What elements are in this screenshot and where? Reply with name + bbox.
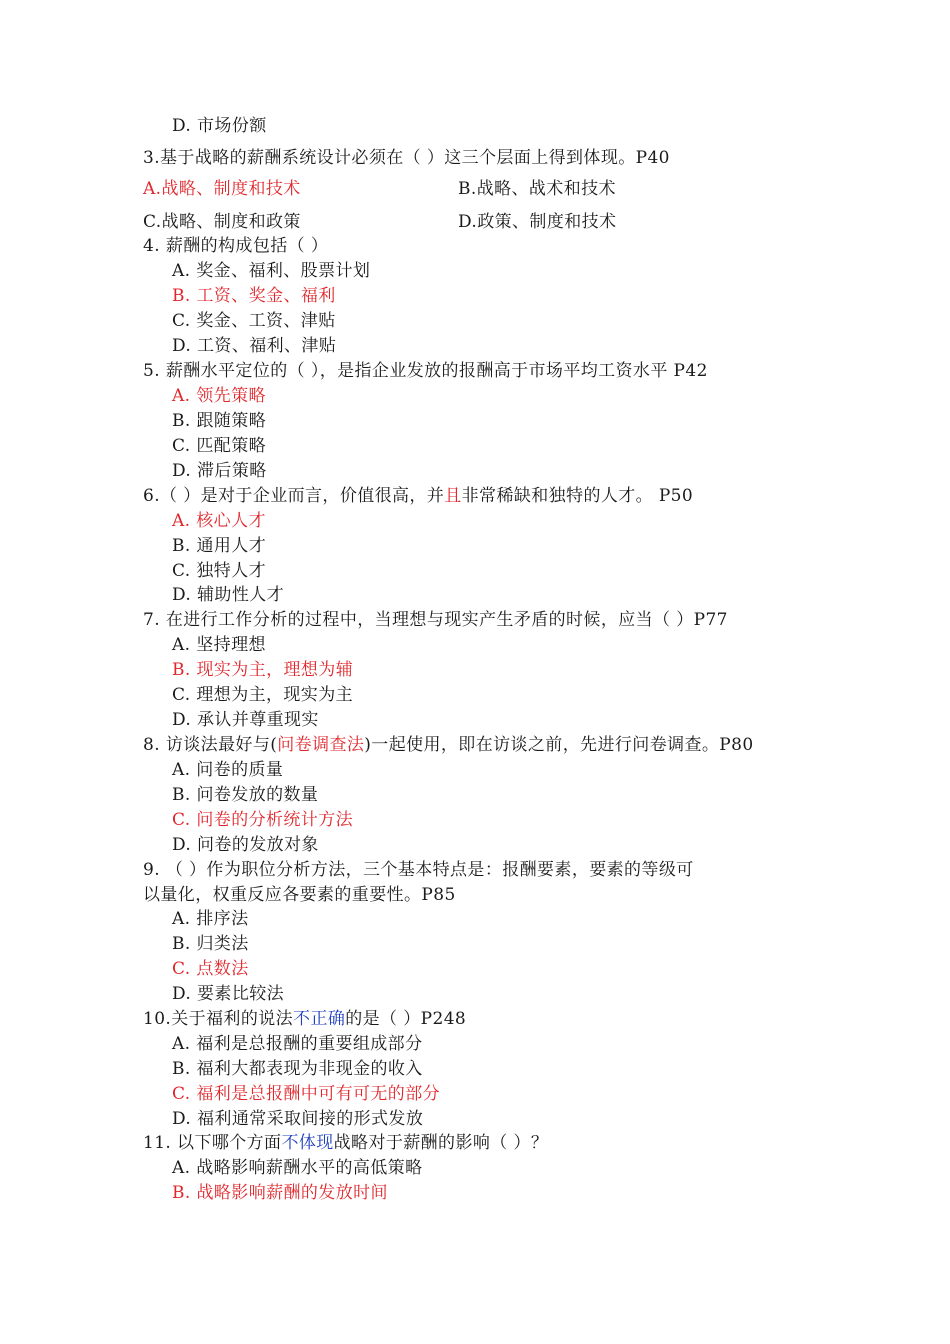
q8-stem <box>143 733 754 757</box>
q11-stem <box>143 1131 548 1155</box>
q7-option-c: C. 理想为主，现实为主 <box>172 685 354 705</box>
q3-option-a-answer: A.战略、制度和技术 <box>143 179 301 199</box>
q7-stem: 7. 在进行工作分析的过程中，当理想与现实产生矛盾的时候，应当（ ）P77 <box>143 610 728 630</box>
q11-stem-pre: 11. 以下哪个方面 <box>143 1133 282 1153</box>
q3-stem: 3.基于战略的薪酬系统设计必须在（ ）这三个层面上得到体现。P40 <box>143 148 670 168</box>
q8-stem-post: )一起使用，即在访谈之前，先进行问卷调查。P80 <box>364 735 754 755</box>
q5-option-b: B. 跟随策略 <box>172 411 267 431</box>
q9-stem-line1: 9. （ ）作为职位分析方法，三个基本特点是：报酬要素，要素的等级可 <box>143 860 694 880</box>
q10-option-c-answer: C. 福利是总报酬中可有可无的部分 <box>172 1084 441 1104</box>
q6-option-d: D. 辅助性人才 <box>172 585 285 605</box>
q8-option-b: B. 问卷发放的数量 <box>172 785 319 805</box>
q6-stem-mark: 且 <box>444 486 462 506</box>
q3-option-b: B.战略、战术和技术 <box>458 179 616 199</box>
q9-option-a: A. 排序法 <box>172 909 249 929</box>
q4-stem: 4. 薪酬的构成包括（ ） <box>143 236 329 256</box>
q6-option-b: B. 通用人才 <box>172 536 267 556</box>
q3-option-c: C.战略、制度和政策 <box>143 212 301 232</box>
q9-option-c-answer: C. 点数法 <box>172 959 249 979</box>
q3-option-d: D.政策、制度和技术 <box>458 212 617 232</box>
q7-option-a: A. 坚持理想 <box>172 635 266 655</box>
q4-option-d: D. 工资、福利、津贴 <box>172 336 337 356</box>
q10-stem-mark: 不正确 <box>293 1009 346 1029</box>
q4-option-c: C. 奖金、工资、津贴 <box>172 311 336 331</box>
q11-stem-post: 战略对于薪酬的影响（ ）？ <box>333 1133 549 1153</box>
q8-option-d: D. 问卷的发放对象 <box>172 835 319 855</box>
q6-stem <box>143 484 693 508</box>
q7-option-b-answer: B. 现实为主，理想为辅 <box>172 660 354 680</box>
q6-option-c: C. 独特人才 <box>172 561 267 581</box>
q11-option-b-answer: B. 战略影响薪酬的发放时间 <box>172 1183 388 1203</box>
q5-option-c: C. 匹配策略 <box>172 436 267 456</box>
q5-option-d: D. 滞后策略 <box>172 461 267 481</box>
q10-stem-pre: 10.关于福利的说法 <box>143 1009 294 1029</box>
q11-stem-mark: 不体现 <box>281 1133 334 1153</box>
q9-option-b: B. 归类法 <box>172 934 249 954</box>
q5-option-a-answer: A. 领先策略 <box>172 386 266 406</box>
q2-option-d: D. 市场份额 <box>172 116 267 136</box>
q11-option-a: A. 战略影响薪酬水平的高低策略 <box>172 1158 423 1178</box>
q5-stem: 5. 薪酬水平定位的（ ），是指企业发放的报酬高于市场平均工资水平 P42 <box>143 361 708 381</box>
q4-option-b-answer: B. 工资、奖金、福利 <box>172 286 336 306</box>
q6-option-a-answer: A. 核心人才 <box>172 511 266 531</box>
q8-option-a: A. 问卷的质量 <box>172 760 284 780</box>
q9-option-d: D. 要素比较法 <box>172 984 285 1004</box>
q8-stem-mark: 问卷调查法 <box>277 735 365 755</box>
q6-stem-pre: 6.（ ）是对于企业而言，价值很高，并 <box>143 486 445 506</box>
q10-stem-post: 的是（ ）P248 <box>345 1009 467 1029</box>
q10-option-b: B. 福利大都表现为非现金的收入 <box>172 1059 423 1079</box>
q4-option-a: A. 奖金、福利、股票计划 <box>172 261 371 281</box>
q10-option-d: D. 福利通常采取间接的形式发放 <box>172 1109 424 1129</box>
q7-option-d: D. 承认并尊重现实 <box>172 710 319 730</box>
q10-option-a: A. 福利是总报酬的重要组成部分 <box>172 1034 423 1054</box>
q9-stem-line2: 以量化，权重反应各要素的重要性。P85 <box>143 885 456 905</box>
q10-stem <box>143 1007 466 1031</box>
q8-stem-pre: 8. 访谈法最好与( <box>143 735 278 755</box>
q6-stem-post: 非常稀缺和独特的人才。 P50 <box>461 486 694 506</box>
q8-option-c-answer: C. 问卷的分析统计方法 <box>172 810 354 830</box>
